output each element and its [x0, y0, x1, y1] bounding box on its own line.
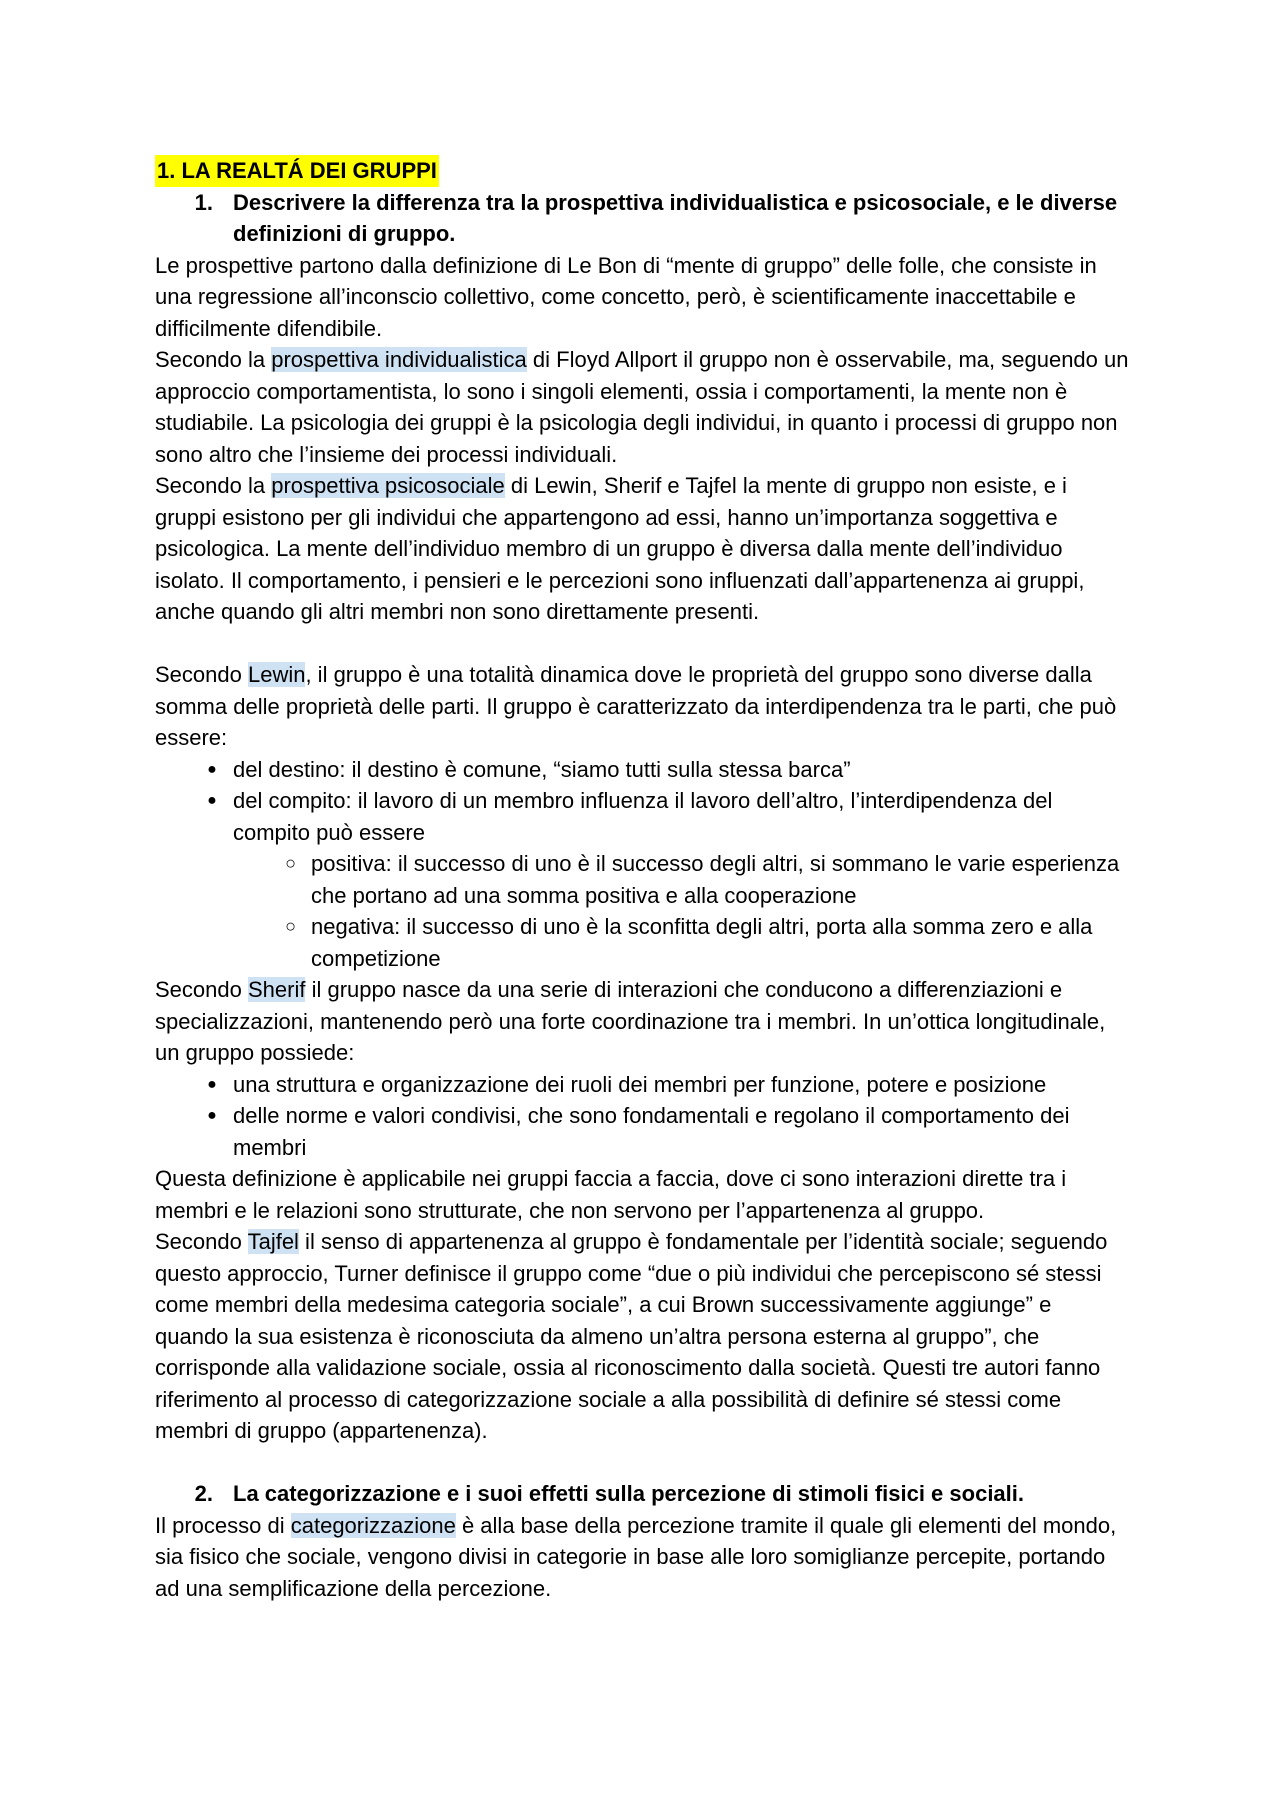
task-interdependence-sublist [155, 848, 1130, 974]
paragraph-sherif: Secondo Sherif il gruppo nasce da una serie di interazioni che conducono a differenziazioni e specializzazioni, mantenendo però una forte coordinazione tra i membri. In un’ottica longitudinale, un gruppo possiede: [155, 977, 1106, 1065]
question-number: 2. [194, 1481, 213, 1506]
document-body [155, 155, 1130, 1604]
bullet-icon: ● [207, 760, 217, 778]
paragraph-face-to-face: Questa definizione è applicabile nei gruppi faccia a faccia, dove ci sono interazioni dirette tra i membri e le relazioni sono strutturate, che non servono per l’appartenenza al gruppo. [155, 1166, 1067, 1223]
paragraph-le-bon: Le prospettive partono dalla definizione di Le Bon di “mente di gruppo” delle folle, che consiste in una regressione all’inconscio collettivo, come concetto, però, è scientificamente inaccettabile e difficilmente difendibile. [155, 252, 1097, 341]
highlighted-term: Lewin [247, 662, 306, 687]
question-text: La categorizzazione e i suoi effetti sulla percezione di stimoli fisici e sociali. [233, 1481, 1025, 1506]
bullet-icon: ● [207, 792, 217, 809]
sherif-list [155, 1069, 1130, 1164]
paragraph-tajfel: Secondo Tajfel il senso di appartenenza al gruppo è fondamentale per l’identità sociale; seguendo questo approccio, Turner definisce il gruppo come “due o più individui che percepiscono sé stessi come membri della medesima categoria sociale”, a cui Brown successivamente aggiunge” e quando la sua esistenza è riconosciuta da almeno un’altra persona esterna al gruppo”, che corrisponde alla validazione sociale, ossia al riconoscimento dalla società. Questi tre autori fanno riferimento al processo di categorizzazione sociale a alla possibilità di definire sé stessi come membri di gruppo (appartenenza). [155, 1229, 1108, 1443]
lewin-interdependence-list [155, 754, 1130, 849]
bullet-icon: ● [207, 1075, 217, 1093]
highlighted-term: categorizzazione [290, 1512, 456, 1538]
highlighted-term: Sherif [247, 977, 306, 1002]
list-item: ● del destino: il destino è comune, “siamo tutti sulla stessa barca” [155, 754, 1130, 786]
section-title: 1. LA REALTÁ DEI GRUPPI [155, 155, 439, 187]
circle-bullet-icon: ○ [285, 853, 296, 873]
paragraph-psychosocial: Secondo la prospettiva psicosociale di Lewin, Sherif e Tajfel la mente di gruppo non esiste, e i gruppi esistono per gli individui che appartengono ad essi, hanno un’importanza soggettiva e psicologica. La mente dell’individuo membro di un gruppo è diversa dalla mente dell’individuo isolato. Il comportamento, i pensieri e le percezioni sono influenzati dall’appartenenza ai gruppi, anche quando gli altri membri non sono direttamente presenti. [155, 473, 1085, 624]
list-item: ● delle norme e valori condivisi, che sono fondamentali e regolano il comportamento dei membri [155, 1100, 1130, 1163]
list-item: ○ negativa: il successo di uno è la sconfitta degli altri, porta alla somma zero e alla competizione [155, 911, 1130, 974]
paragraph-individualistic: Secondo la prospettiva individualistica di Floyd Allport il gruppo non è osservabile, ma, seguendo un approccio comportamentista, lo sono i singoli elementi, ossia i comportamenti, la mente non è studiabile. La psicologia dei gruppi è la psicologia degli individui, in quanto i processi di gruppo non sono altro che l’insieme dei processi individuali. [155, 347, 1129, 467]
list-item: ○ positiva: il successo di uno è il successo degli altri, si sommano le varie esperienza che portano ad una somma positiva e alla cooperazione [155, 848, 1130, 911]
question-1 [155, 187, 1130, 250]
highlighted-term: prospettiva individualistica [271, 347, 527, 372]
paragraph-lewin: Secondo Lewin, il gruppo è una totalità dinamica dove le proprietà del gruppo sono diverse dalla somma delle proprietà delle parti. Il gruppo è caratterizzato da interdipendenza tra le parti, che può essere: [155, 662, 1117, 750]
list-item: ● una struttura e organizzazione dei ruoli dei membri per funzione, potere e posizione [155, 1069, 1130, 1101]
empty-line [155, 1447, 1130, 1479]
list-item: ● del compito: il lavoro di un membro influenza il lavoro dell’altro, l’interdipendenza del compito può essere [155, 785, 1130, 848]
circle-bullet-icon: ○ [285, 916, 296, 936]
highlighted-term: prospettiva psicosociale [271, 473, 505, 498]
question-2 [155, 1478, 1130, 1510]
empty-line [155, 628, 1130, 660]
highlighted-term: Tajfel [247, 1229, 299, 1254]
question-text: Descrivere la differenza tra la prospettiva individualistica e psicosociale, e le diverse definizioni di gruppo. [233, 189, 1118, 246]
bullet-icon: ● [207, 1107, 217, 1124]
question-number: 1. [194, 189, 213, 215]
paragraph-categorization: Il processo di categorizzazione è alla base della percezione tramite il quale gli elementi del mondo, sia fisico che sociale, vengono divisi in categorie in base alle loro somiglianze percepite, portando ad una semplificazione della percezione. [155, 1512, 1117, 1601]
